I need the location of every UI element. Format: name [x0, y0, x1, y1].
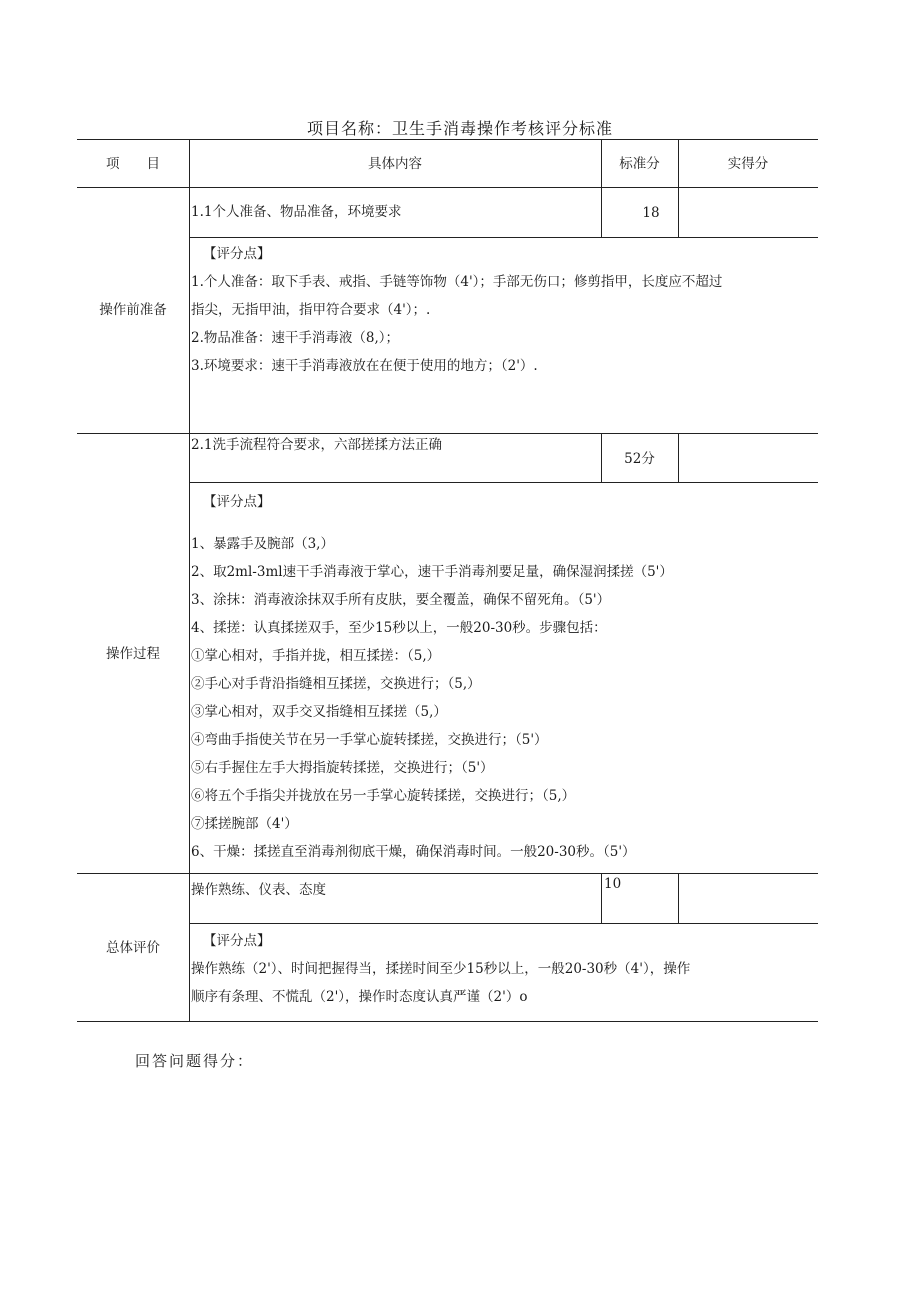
- section-requirement: 1.1个人准备、物品准备，环境要求: [191, 204, 402, 220]
- section-requirement: 2.1洗手流程符合要求，六部搓揉方法正确: [191, 437, 442, 453]
- answer-question-score-label: 回答问题得分：: [135, 1052, 255, 1070]
- point-line: ①掌心相对，手指并拢，相互揉搓：（5,）: [191, 648, 441, 664]
- points-title: 【评分点】: [203, 494, 271, 510]
- point-line: 6、干燥：揉搓直至消毒剂彻底干燥，确保消毒时间。一般20-30秒。（5'）: [191, 844, 636, 860]
- point-line: 3.环境要求：速干手消毒液放在在便于使用的地方；（2'）.: [191, 358, 538, 374]
- section-requirement: 操作熟练、仪表、态度: [191, 882, 326, 898]
- point-line: ⑥将五个手指尖并拢放在另一手掌心旋转揉搓，交换进行；（5,）: [191, 788, 576, 804]
- header-content: 具体内容: [368, 156, 422, 172]
- column-divider: [189, 139, 190, 1022]
- section-name: 总体评价: [106, 940, 160, 956]
- point-line: 4、揉搓：认真揉搓双手，至少15秒以上，一般20-30秒。步骤包括：: [191, 620, 607, 636]
- section-name: 操作过程: [106, 646, 160, 662]
- point-line: 2、取2ml-3ml速干手消毒液于掌心，速干手消毒剂要足量，确保湿润揉搓（5'）: [191, 564, 673, 580]
- points-title: 【评分点】: [203, 246, 271, 262]
- point-line: 操作熟练（2'）、时间把握得当，揉搓时间至少15秒以上，一般20-30秒（4'），操作: [191, 961, 691, 977]
- header-item: 项 目: [106, 156, 160, 172]
- scoring-points: [191, 927, 690, 1011]
- point-line: ⑦揉搓腕部（4'）: [191, 816, 298, 832]
- point-line: ③掌心相对，双手交叉指缝相互揉搓（5,）: [191, 704, 447, 720]
- point-line: ②手心对手背沿指缝相互揉搓，交换进行；（5,）: [191, 676, 481, 692]
- page-title: 项目名称：卫生手消毒操作考核评分标准: [306, 119, 613, 138]
- column-divider: [601, 139, 602, 237]
- column-divider: [678, 433, 679, 482]
- section-name: 操作前准备: [99, 302, 167, 318]
- header-actual-score: 实得分: [727, 156, 769, 172]
- point-line: 指尖，无指甲油，指甲符合要求（4'）；.: [191, 302, 431, 318]
- point-line: 1.个人准备：取下手表、戒指、手链等饰物（4'）；手部无伤口；修剪指甲，长度应不超过: [191, 274, 723, 290]
- point-line: 顺序有条理、不慌乱（2'），操作时态度认真严谨（2'）o: [191, 989, 528, 1005]
- point-line: 1、暴露手及腕部（3,）: [191, 536, 334, 552]
- section-score: 10: [604, 876, 622, 892]
- column-divider: [678, 139, 679, 237]
- row-divider: [189, 237, 818, 238]
- header-standard-score: 标准分: [619, 156, 660, 172]
- scoring-points: [191, 240, 722, 380]
- column-divider: [601, 873, 602, 923]
- section-score: 18: [642, 205, 660, 221]
- point-line: ⑤右手握住左手大拇指旋转揉搓，交换进行；（5'）: [191, 760, 494, 776]
- row-divider: [189, 482, 818, 483]
- points-title: 【评分点】: [203, 933, 271, 949]
- row-divider: [189, 923, 818, 924]
- point-line: ④弯曲手指使关节在另一手掌心旋转揉搓，交换进行；（5'）: [191, 732, 548, 748]
- section-score: 52分: [624, 451, 655, 467]
- point-line: 2.物品准备：速干手消毒液（8,）；: [191, 330, 400, 346]
- point-line: 3、涂抹：消毒液涂抹双手所有皮肤，要全覆盖，确保不留死角。（5'）: [191, 592, 611, 608]
- scoring-points: [191, 488, 673, 866]
- column-divider: [678, 873, 679, 923]
